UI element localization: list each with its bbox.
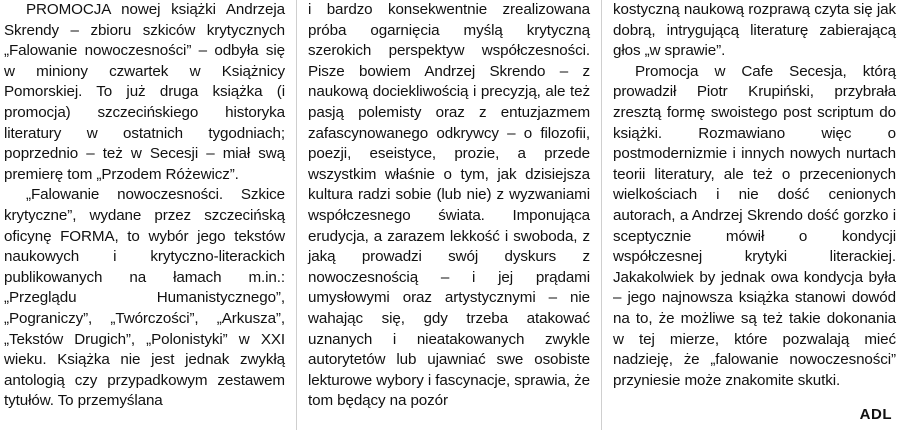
article-column-3	[613, 0, 896, 391]
paragraph: Promocja w Cafe Secesja, którą prowadził Piotr Krupiński, przybrała zresztą formę swoistego post scriptum do książki. Rozmawiano więc o postmodernizmie i innych nowych nurtach teorii literatury, ale też o przecenionych wielkościach i nie dość cenionych autorach, a Andrzej Skrendo dość gorzko i sceptycznie mówił o kondycji współczesnej krytyki literackiej. Jakakolwiek by jednak owa kondycja była – jego najnowsza książka stanowi dowód na to, że możliwe są też takie dokonania w tej mierze, które pozwalają mieć nadzieję, że „falowanie nowoczesności” przyniesie może znakomite skutki.	[613, 62, 896, 389]
paragraph: i bardzo konsekwentnie zrealizowana próba ogarnięcia myślą krytyczną szerokich perspektyw współczesności. Pisze bowiem Andrzej Skrendo – z naukową dociekliwością i precyzją, ale też pasją polemisty oraz z entuzjazmem zafascynowanego odkrywcy – o filozofii, poezji, eseistyce, prozie, a przede wszystkim właśnie o tym, jak dzisiejsza kultura radzi sobie (lub nie) z wyzwaniami współczesnego świata. Imponująca erudycja, a zarazem lekkość i swoboda, z jaką prowadzi swój dyskurs z nowoczesnością – i jej prądami umysłowymi oraz artystycznymi – nie wahając się, gdy trzeba atakować uznanych i nieatakowanych zwykle autorytetów lub ujawniać swe osobiste lekturowe wybory i fascynacje, sprawia, że tom będący na pozór	[308, 1, 590, 410]
author-signature: ADL	[859, 406, 892, 423]
paragraph: PROMOCJA nowej książki Andrzeja Skrendy – zbioru szkiców krytycznych „Falowanie nowoczesności” – odbyła się w miniony czwartek w Książnicy Pomorskiej. To już druga książka (i promocja) szczecińskiego historyka literatury w ostatnich tygodniach; poprzednio – też w Secesji – miał swą premierę tom „Przodem Różewicz”.	[4, 1, 285, 183]
paragraph: „Falowanie nowoczesności. Szkice krytyczne”, wydane przez szczecińską oficynę FORMA, to wybór jego tekstów naukowych i krytyczno-literackich publikowanych na łamach m.in.: „Przeglądu Humanistycznego”, „Pograniczy”, „Twórczości”, „Arkusza”, „Tekstów Drugich”, „Polonistyki” w XXI wieku. Książka nie jest jednak zwykłą antologią czy przypadkowym zestawem tytułów. To przemyślana	[4, 186, 285, 410]
column-divider	[601, 0, 602, 430]
paragraph: kostyczną naukową rozprawą czyta się jak dobrą, intrygującą literaturę zabierającą głos „w sprawie”.	[613, 1, 896, 60]
article-column-1	[4, 0, 285, 412]
column-divider	[296, 0, 297, 430]
article-column-2	[308, 0, 590, 412]
